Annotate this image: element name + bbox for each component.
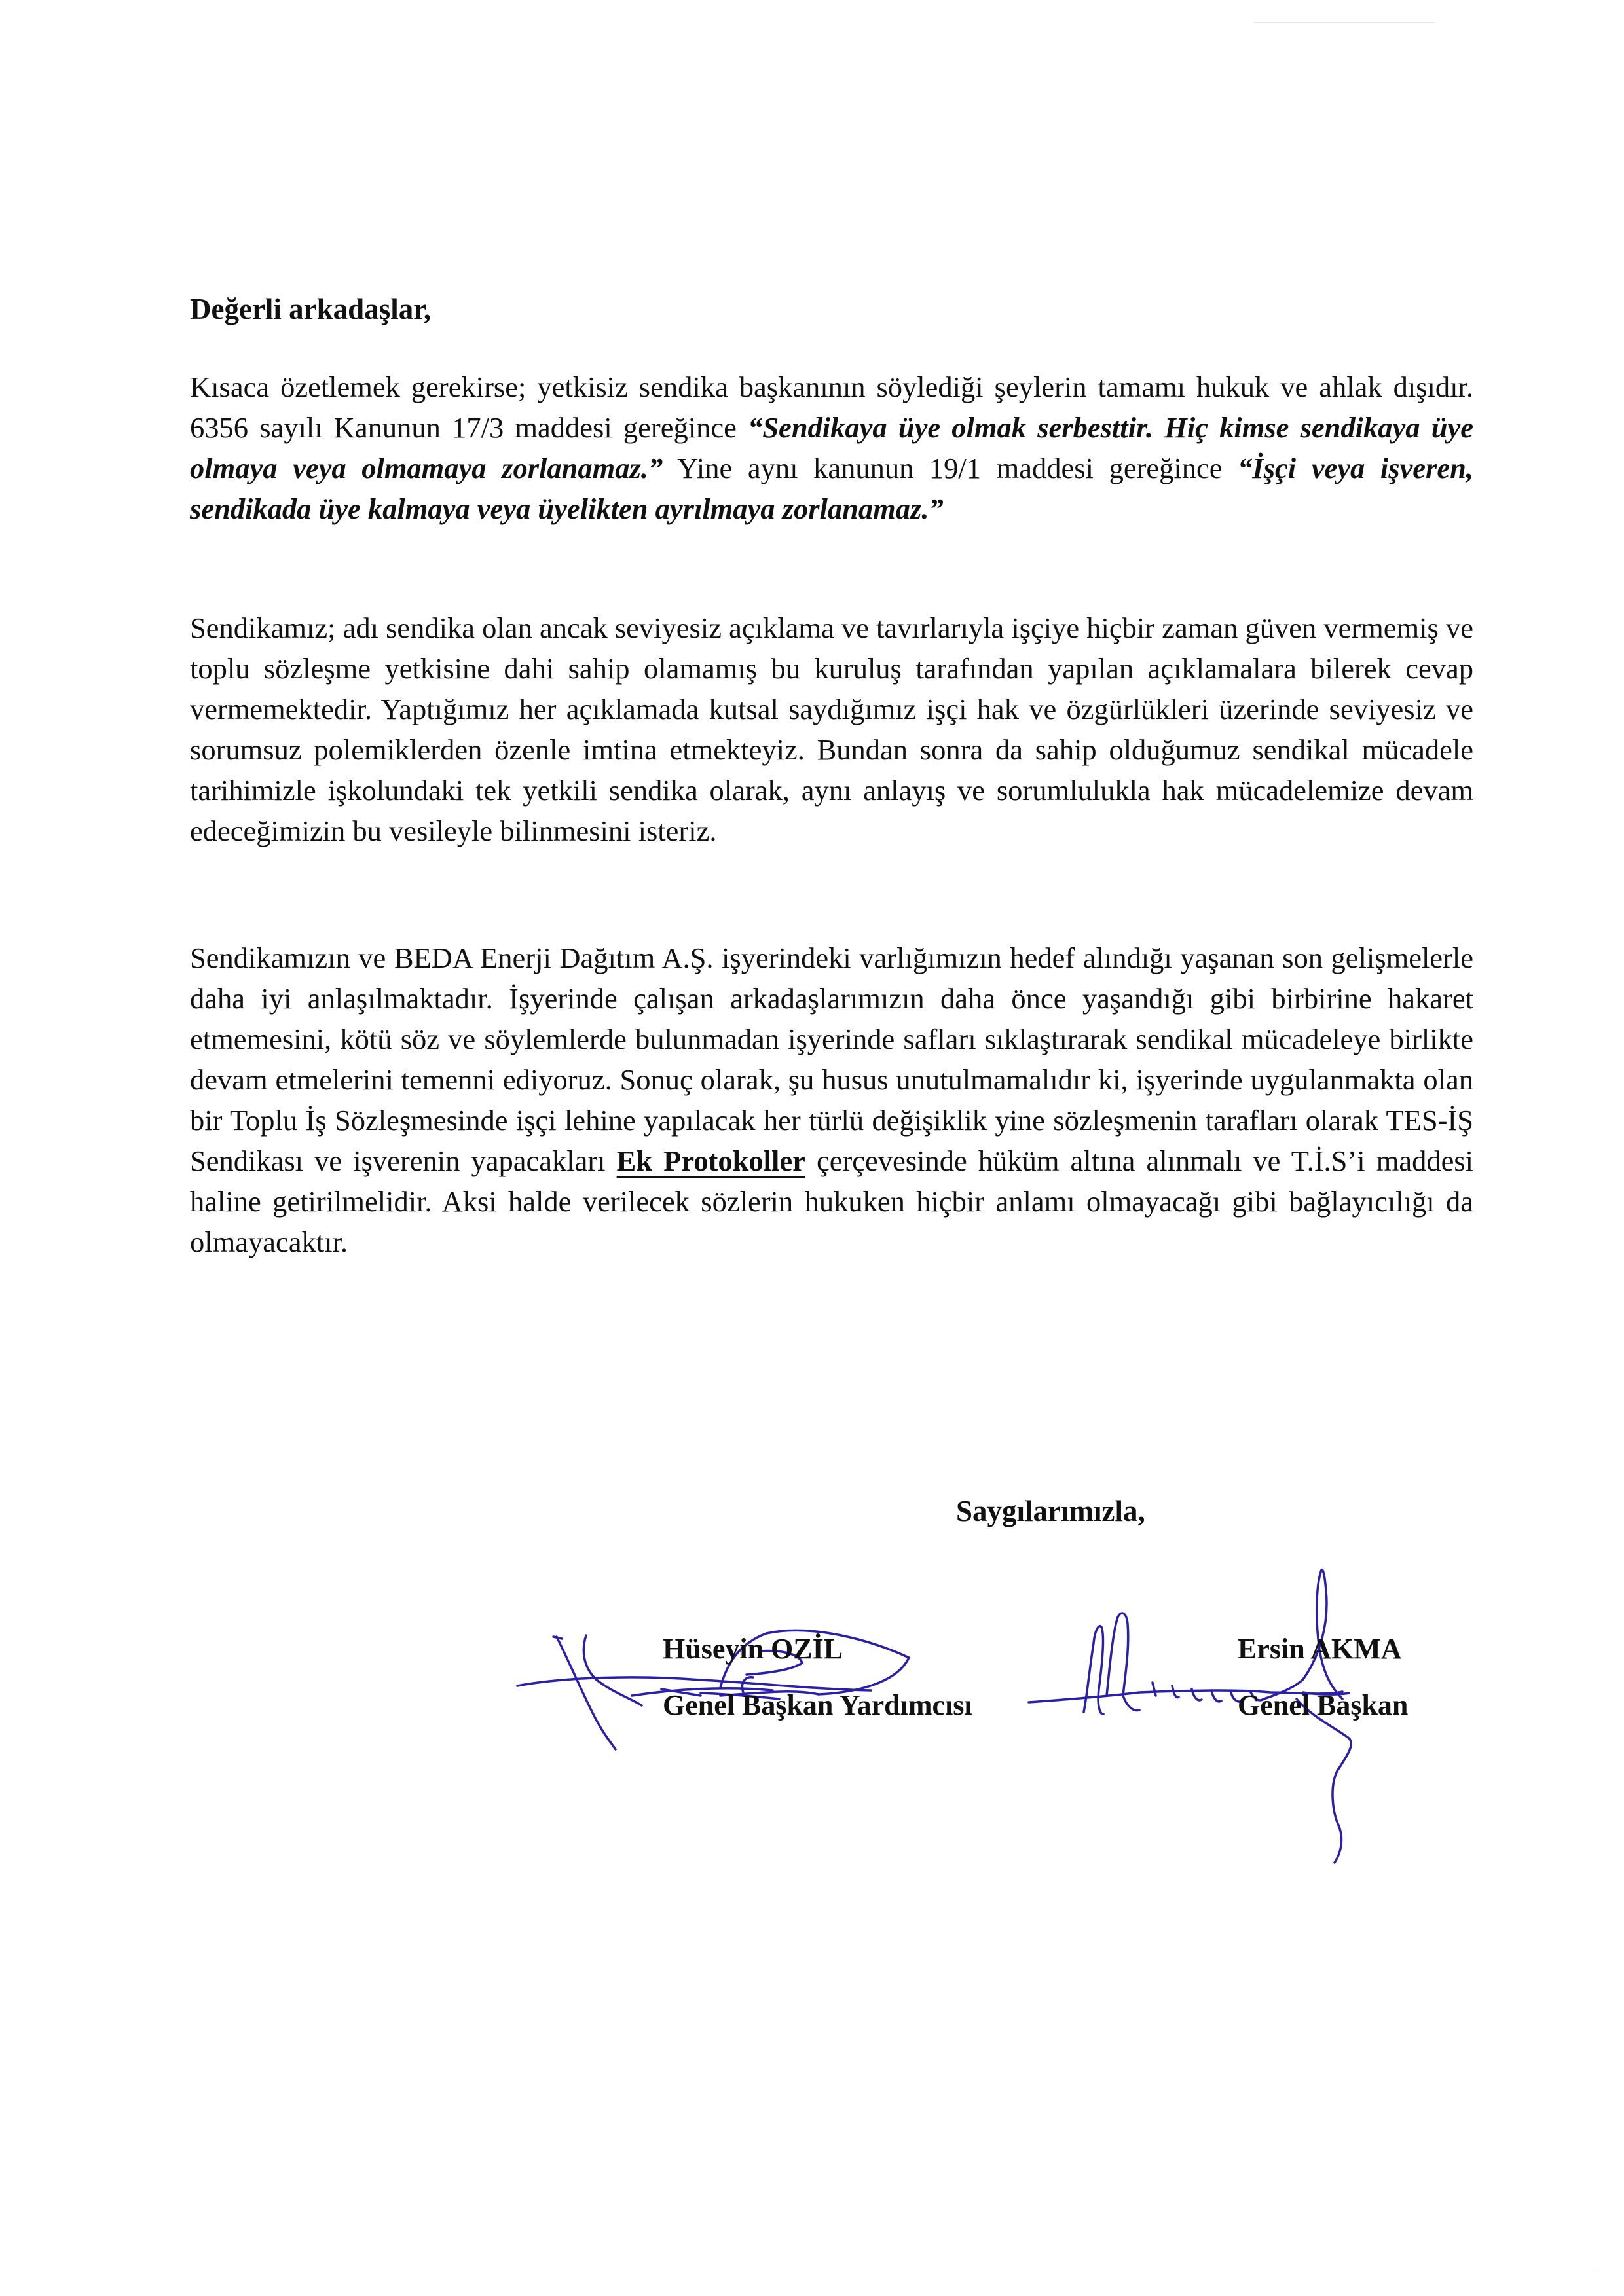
signatory-deputy-president bbox=[663, 1629, 972, 1726]
paragraph-text: Kısaca özetlemek gerekirse; yetkisiz sendika başkanının söylediği şeylerin tamamı hukuk ve ahlak dışıdır. 6356 sayılı Kanunun 17/3 maddesi gereğince bbox=[190, 371, 1473, 444]
signatory-title: Genel Başkan Yardımcısı bbox=[663, 1689, 972, 1721]
greeting: Değerli arkadaşlar, bbox=[190, 293, 432, 325]
signatory-name: Ersin AKMA bbox=[1238, 1633, 1402, 1665]
paragraph-law-citation bbox=[190, 367, 1473, 529]
paragraph-union-stance: Sendikamız; adı sendika olan ancak seviyesiz açıklama ve tavırlarıyla işçiye hiçbir zaman güven vermemiş ve toplu sözleşme yetkisine dahi sahip olamamış bu kuruluş tarafından yapılan açıklamalara bilerek cevap vermemektedir. Yaptığımız her açıklamada kutsal saydığımız işçi hak ve özgürlükleri üzerinde seviyesiz ve sorumsuz polemiklerden özenle imtina etmekteyiz. Bundan sonra da sahip olduğumuz sendikal mücadele tarihimizle işkolundaki tek yetkili sendika olarak, aynı anlayış ve sorumlulukla hak mücadelemize devam edeceğimizin bu vesileyle bilinmesini isteriz. bbox=[190, 611, 1473, 847]
law-quote-19-1: “İşçi veya işveren, sendikada üye kalmaya veya üyelikten ayrılmaya zorlanamaz.” bbox=[190, 452, 1473, 525]
emphasis-ek-protokoller: Ek Protokoller bbox=[616, 1144, 805, 1177]
signatory-title: Genel Başkan bbox=[1238, 1689, 1409, 1721]
signatory-president bbox=[1238, 1629, 1408, 1726]
closing-salutation: Saygılarımızla, bbox=[956, 1495, 1145, 1527]
scan-artifact-line bbox=[1254, 22, 1435, 23]
paragraph-conclusion bbox=[190, 938, 1473, 1262]
signatory-name: Hüseyin OZİL bbox=[663, 1633, 843, 1665]
law-quote-17-3: “Sendikaya üye olmak serbesttir. Hiç kimse sendikaya üye olmaya veya olmamaya zorlanamaz.” bbox=[190, 411, 1473, 484]
paragraph-text: çerçevesinde hüküm altına alınmalı ve T.İ.S’i maddesi haline getirilmelidir. Aksi halde verilecek sözlerin hukuken hiçbir anlamı olmayacağı gibi bağlayıcılığı da olmayacaktır. bbox=[190, 1144, 1473, 1258]
paragraph-text: Sendikamızın ve BEDA Enerji Dağıtım A.Ş. işyerindeki varlığımızın hedef alındığı yaşanan son gelişmelerle daha iyi anlaşılmaktadır. İşyerinde çalışan arkadaşlarımızın daha önce yaşandığı gibi birbirine hakaret etmemesini, kötü söz ve söylemlerde bulunmadan işyerinde safları sıklaştırarak sendikal mücadeleye birlikte devam etmelerini temenni ediyoruz. Sonuç olarak, şu husus unutulmamalıdır ki, işyerinde uygulanmakta olan bir Toplu İş Sözleşmesinde işçi lehine yapılacak her türlü değişiklik yine sözleşmenin tarafları olarak TES-İŞ Sendikası ve işverenin yapacakları bbox=[190, 941, 1473, 1177]
paragraph-text: Yine aynı kanunun 19/1 maddesi gereğince bbox=[663, 452, 1238, 484]
